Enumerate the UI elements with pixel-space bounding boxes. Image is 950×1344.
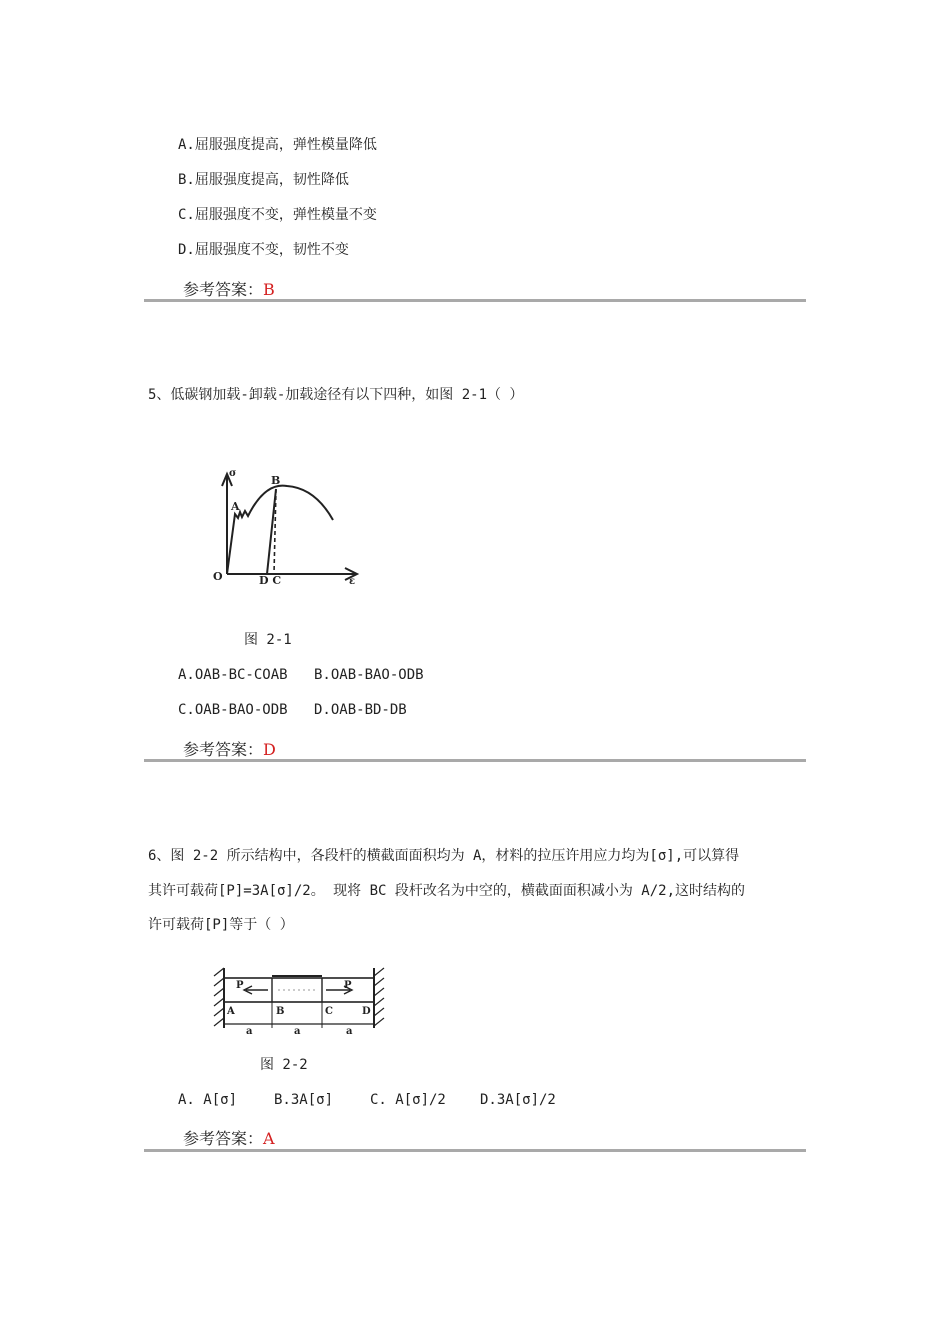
loading-curve [227,486,333,574]
q6-question-line-3: 许可载荷[P]等于（ ） [148,917,294,933]
q4-option-d: D.屈服强度不变，韧性不变 [178,242,349,258]
dim-label-cd: a [346,1026,353,1037]
point-c-label: C [325,1006,333,1017]
point-b-label: B [276,1006,285,1017]
point-dc-label: D C [259,574,282,587]
divider [144,1149,806,1152]
force-right-label: P [344,980,352,991]
q6-option-a: A. A[σ] [178,1092,238,1108]
q6-question-line-2: 其许可载荷[P]=3A[σ]/2。 现将 BC 段杆改名为中空的，横截面面积减小为 A/2,这时结构的 [148,883,746,899]
eps-label: ε [349,576,356,587]
q5-option-c: C.OAB-BAO-ODB [178,702,288,718]
q5-answer [183,740,276,760]
q5-question: 5、低碳钢加载-卸载-加载途径有以下四种，如图 2-1（ ） [148,387,524,403]
q4-answer [183,280,275,300]
q5-option-a: A.OAB-BC-COAB [178,667,288,683]
figure-2-2-caption: 图 2-2 [260,1057,308,1073]
answer-value: D [263,740,276,759]
answer-value: B [263,280,275,299]
left-wall-hatch [214,968,224,1026]
q6-answer [183,1129,275,1149]
divider [144,299,806,302]
dim-label-ab: a [246,1026,253,1037]
q4-option-a: A.屈服强度提高，弹性模量降低 [178,137,377,153]
q6-option-b: B.3A[σ] [274,1092,334,1108]
q6-option-c: C. A[σ]/2 [370,1092,446,1108]
point-a-label: A [231,500,240,513]
point-a-label: A [227,1006,235,1017]
q5-option-b: B.OAB-BAO-ODB [314,667,424,683]
figure-2-1-caption: 图 2-1 [244,632,292,648]
answer-value: A [263,1129,275,1148]
q4-option-b: B.屈服强度提高，韧性降低 [178,172,349,188]
q6-option-d: D.3A[σ]/2 [480,1092,556,1108]
origin-label: O [213,570,223,583]
answer-label: 参考答案： [183,740,264,759]
bar-structure-figure [210,964,386,1040]
dim-label-bc: a [294,1026,301,1037]
q6-question-line-1: 6、图 2-2 所示结构中，各段杆的横截面面积均为 A，材料的拉压许用应力均为[σ],可以算得 [148,848,740,864]
point-d-label: D [362,1006,371,1017]
point-b-label: B [271,474,281,487]
divider [144,759,806,762]
stress-strain-figure [205,462,365,592]
q5-option-d: D.OAB-BD-DB [314,702,407,718]
sigma-label: σ [229,468,237,479]
answer-label: 参考答案： [183,1129,264,1148]
force-left-label: P [236,980,244,991]
answer-label: 参考答案： [183,280,264,299]
right-wall-hatch [374,968,384,1026]
q4-option-c: C.屈服强度不变，弹性模量不变 [178,207,377,223]
